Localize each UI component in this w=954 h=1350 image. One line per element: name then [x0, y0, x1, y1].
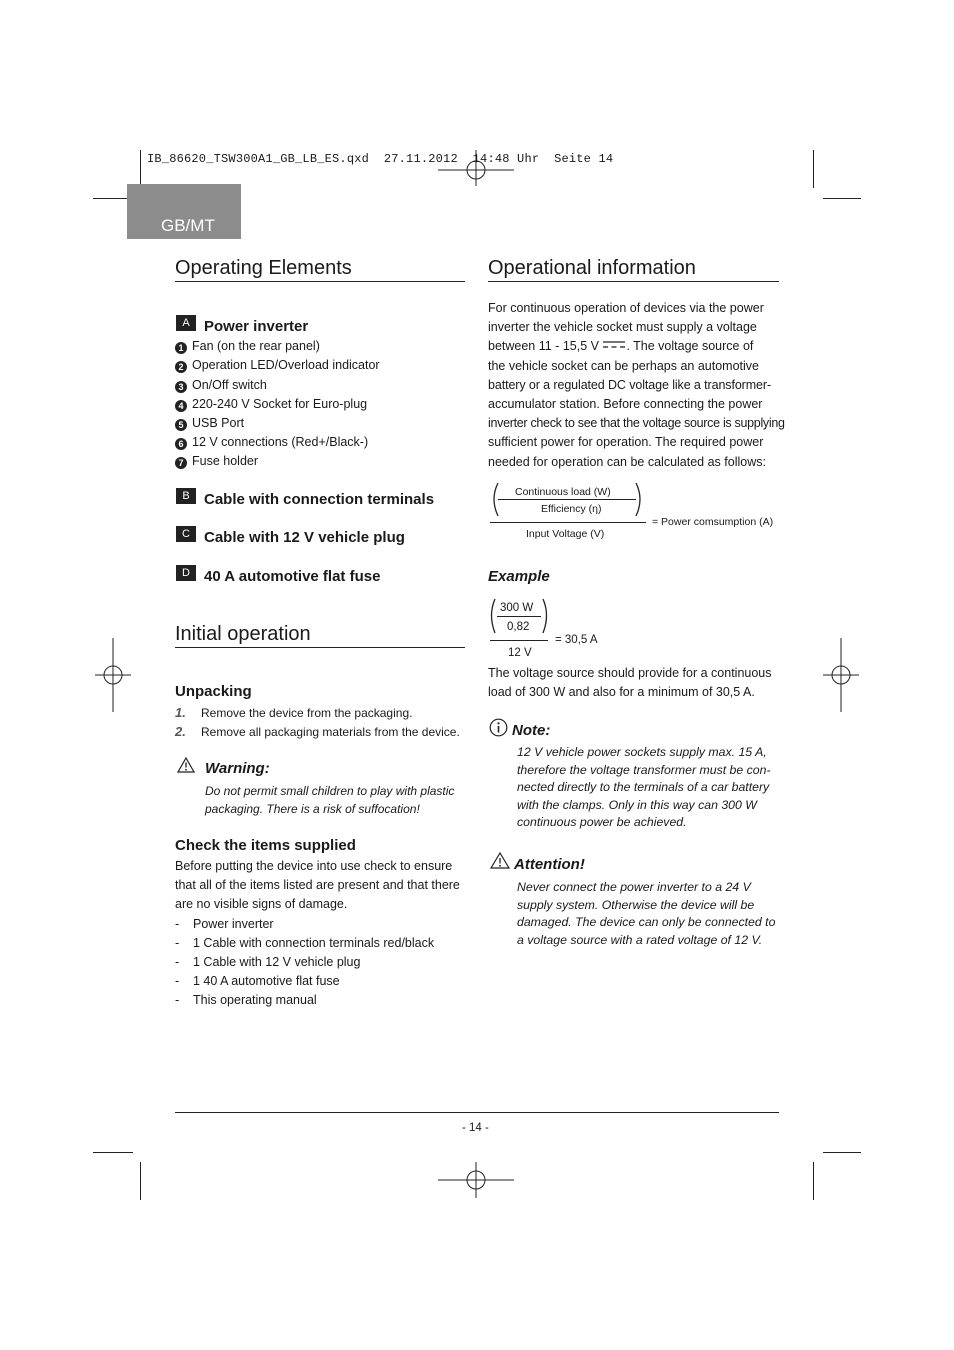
language-tab-label: GB/MT — [161, 216, 215, 235]
warning-icon — [177, 757, 195, 773]
section-rule — [175, 281, 465, 282]
list-item — [175, 378, 267, 393]
number-badge: 3 — [175, 381, 187, 393]
list-item — [175, 397, 367, 412]
print-header: IB_86620_TSW300A1_GB_LB_ES.qxd 27.11.2012 14:48 Uhr Seite 14 — [147, 152, 614, 166]
step-item — [175, 724, 460, 739]
list-item-label: 1 40 A automotive flat fuse — [193, 974, 340, 989]
number-badge: 6 — [175, 438, 187, 450]
number-badge: 4 — [175, 400, 187, 412]
group-d-title: 40 A automotive flat fuse — [204, 568, 381, 585]
text-line: the vehicle socket can be perhaps an automotive — [488, 358, 760, 373]
text-line: inverter the vehicle socket must supply a voltage — [488, 320, 757, 335]
attention-text — [517, 879, 775, 949]
badge-c: C — [176, 526, 196, 542]
step-text: Remove the device from the packaging. — [201, 706, 413, 720]
list-item — [175, 339, 320, 354]
crop-mark — [813, 1162, 814, 1200]
text-line: sufficient power for operation. The required power — [488, 435, 764, 450]
text-line: accumulator station. Before connecting the power — [488, 397, 763, 412]
text-line: are no visible signs of damage. — [175, 897, 348, 912]
registration-mark-bottom — [436, 1160, 516, 1200]
footer-rule — [175, 1112, 779, 1113]
list-item — [175, 435, 368, 450]
list-item-label: Fan (on the rear panel) — [192, 339, 320, 353]
registration-mark-left — [93, 636, 133, 714]
formula-denominator: Efficiency (η) — [541, 503, 602, 515]
formula-divisor: Input Voltage (V) — [526, 528, 605, 540]
text-line: The voltage source should provide for a continuous — [488, 666, 772, 680]
number-badge: 1 — [175, 342, 187, 354]
text-line: packaging. There is a risk of suffocation! — [205, 802, 420, 816]
section-title-operating-elements: Operating Elements — [175, 257, 352, 279]
warning-icon — [490, 852, 510, 869]
check-items-text — [175, 857, 460, 1011]
note-title: Note: — [512, 722, 551, 739]
badge-a: A — [176, 315, 196, 331]
badge-b: B — [176, 488, 196, 504]
crop-mark — [823, 1152, 861, 1153]
crop-mark — [93, 1152, 133, 1153]
formula-numerator: Continuous load (W) — [515, 486, 611, 498]
list-item-label: USB Port — [192, 416, 245, 430]
text-fragment: between 11 - 15,5 V — [488, 339, 599, 354]
step-number: 1. — [175, 705, 186, 720]
text-line: continuous power be achieved. — [517, 815, 687, 830]
example-numerator: 300 W — [500, 602, 534, 614]
step-text: Remove all packaging materials from the device. — [201, 725, 460, 739]
section-rule — [488, 281, 779, 282]
example-result: = 30,5 A — [555, 634, 598, 646]
text-line: supply system. Otherwise the device will be — [517, 897, 755, 912]
step-item — [175, 705, 412, 720]
list-item-label: Fuse holder — [192, 454, 259, 468]
warning-text — [205, 782, 454, 818]
group-a-title: Power inverter — [204, 318, 309, 335]
warning-title: Warning: — [205, 760, 270, 777]
attention-title: Attention! — [514, 856, 585, 873]
list-item-label: This operating manual — [193, 993, 317, 1008]
page-number: - 14 - — [462, 1122, 489, 1134]
list-item-label: 1 Cable with 12 V vehicle plug — [193, 955, 361, 970]
text-line: Before putting the device into use check to ensure — [175, 859, 453, 873]
check-items-title: Check the items supplied — [175, 837, 356, 854]
registration-mark-right — [821, 636, 861, 714]
example-denominator: 0,82 — [507, 621, 530, 633]
example-text — [488, 664, 772, 702]
note-text — [517, 744, 771, 832]
list-item-label: Power inverter — [193, 916, 274, 931]
intro-text — [488, 299, 785, 472]
text-fragment: . The voltage source of — [626, 339, 754, 354]
group-c-title: Cable with 12 V vehicle plug — [204, 529, 405, 546]
example-divisor: 12 V — [508, 647, 532, 659]
text-line: damaged. The device can only be connected to — [517, 915, 776, 930]
section-rule — [175, 647, 465, 648]
list-item-label: 12 V connections (Red+/Black-) — [192, 435, 369, 449]
list-item-label: 220-240 V Socket for Euro-plug — [192, 397, 368, 411]
section-title-operational-information: Operational information — [488, 257, 696, 279]
section-title-initial-operation: Initial operation — [175, 623, 311, 645]
number-badge: 2 — [175, 361, 187, 373]
text-line: with the clamps. Only in this way can 300 W — [517, 797, 757, 812]
step-number: 2. — [175, 724, 186, 739]
number-badge: 5 — [175, 419, 187, 431]
text-line: needed for operation can be calculated as follows: — [488, 454, 766, 469]
badge-d: D — [176, 565, 196, 581]
list-item: - 1 40 A automotive flat fuse — [175, 974, 340, 989]
number-badge: 7 — [175, 457, 187, 469]
text-line: For continuous operation of devices via the power — [488, 301, 764, 315]
text-line — [488, 337, 785, 356]
text-line: load of 300 W and also for a minimum of 30,5 A. — [488, 685, 755, 700]
unpacking-title: Unpacking — [175, 683, 252, 700]
crop-mark — [140, 1162, 141, 1200]
list-item: - 1 Cable with 12 V vehicle plug — [175, 955, 361, 970]
group-b-title: Cable with connection terminals — [204, 491, 435, 508]
list-item — [175, 454, 258, 469]
text-line: 12 V vehicle power sockets supply max. 15 A, — [517, 745, 767, 759]
text-line: a voltage source with a rated voltage of 12 V. — [517, 932, 763, 947]
text-line: nected directly to the terminals of a car battery — [517, 780, 770, 795]
list-item: - 1 Cable with connection terminals red/black — [175, 935, 435, 950]
crop-mark — [140, 150, 141, 188]
list-item: - Power inverter — [175, 916, 274, 931]
text-line: that all of the items listed are present and that there — [175, 878, 460, 893]
text-line: inverter check to see that the voltage source is supplying — [488, 416, 785, 431]
crop-mark — [813, 150, 814, 188]
list-item-label: On/Off switch — [192, 378, 267, 392]
list-item-label: Operation LED/Overload indicator — [192, 358, 380, 372]
list-item — [175, 416, 244, 431]
list-item-label: 1 Cable with connection terminals red/black — [193, 935, 435, 950]
dc-symbol-icon — [602, 340, 626, 349]
crop-mark — [823, 198, 861, 199]
text-line: Do not permit small children to play with plastic — [205, 784, 455, 798]
formula-result: = Power comsumption (A) — [652, 516, 774, 528]
text-line: battery or a regulated DC voltage like a transformer- — [488, 377, 772, 392]
list-item — [175, 358, 380, 373]
language-tab — [127, 184, 241, 239]
text-line: Never connect the power inverter to a 24 V — [517, 880, 751, 894]
example-title: Example — [488, 568, 550, 585]
list-item: - This operating manual — [175, 993, 317, 1008]
info-icon — [489, 718, 508, 737]
text-line: therefore the voltage transformer must be con- — [517, 762, 771, 777]
